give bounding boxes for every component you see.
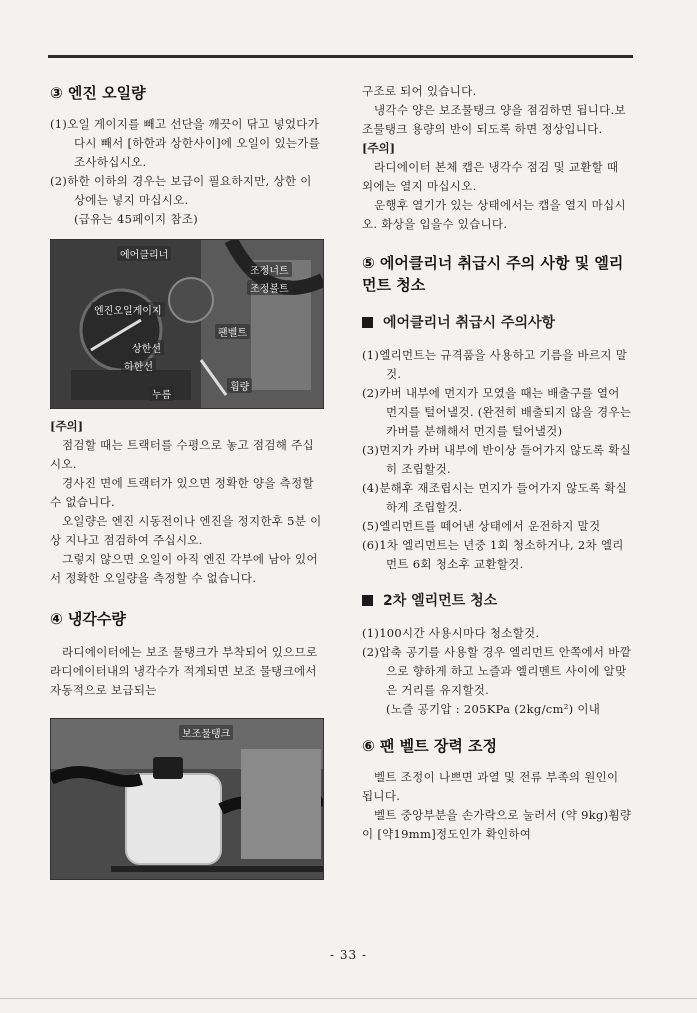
list-item: (1)오일 게이지를 빼고 선단을 깨끗이 닦고 넣었다가 다시 빼서 [하한과 상한사이]에 오일이 있는가를 조사하십시오.	[50, 117, 321, 169]
list-item: (2)압축 공기를 사용할 경우 엘리먼트 안쪽에서 바깥으로 향하게 하고 노즐과 엘리멘트 사이에 알맞은 거리를 유지할것.	[362, 645, 632, 697]
photo-label-air-cleaner: 에어클리너	[117, 246, 171, 261]
photo-label-reserve-tank: 보조물탱크	[179, 725, 233, 740]
section-heading-coolant: ④ 냉각수량	[50, 610, 126, 628]
photo-label-adjust-bolt: 조정볼트	[247, 280, 292, 295]
photo-label-deflection: 휨량	[227, 378, 252, 393]
caution-paragraph: 경사진 면에 트랙터가 있으면 정확한 양을 측정할 수 없습니다.	[50, 476, 314, 509]
list-item: (1)엘리먼트는 규격품을 사용하고 기름을 바르지 말것.	[362, 348, 628, 381]
fan-belt-paragraph: 벨트 조정이 나쁘면 과열 및 전류 부족의 원인이 됩니다.	[362, 770, 619, 803]
square-bullet-icon	[362, 595, 373, 606]
radiator-photo	[50, 718, 324, 880]
list-item: (2)카버 내부에 먼지가 모였을 때는 배출구를 열어 먼지를 털어낼것. (완전히 배출되지 않을 경우는 카버를 분해해서 먼지를 털어낼것)	[362, 386, 632, 438]
list-item: (4)분해후 재조립시는 먼지가 들어가지 않도록 확실하게 조립할것.	[362, 481, 628, 514]
caution-label: [주의]	[50, 419, 84, 433]
photo-label-adjust-nut: 조정너트	[247, 262, 292, 277]
photo-label-fan-belt: 팬벨트	[215, 324, 250, 339]
page-number: - 33 -	[329, 948, 367, 962]
section-heading-air-cleaner: ⑤ 에어클리너 취급시 주의 사항 및 엘리먼트 청소	[362, 254, 624, 294]
photo-label-press: 누름	[149, 386, 174, 401]
photo-label-upper-line: 상한선	[129, 340, 164, 355]
coolant-check-paragraph: 냉각수 양은 보조물탱크 양을 점검하면 됩니다.보조물탱크 용량의 반이 되도록 하면 정상입니다.	[362, 103, 626, 136]
square-bullet-icon	[362, 317, 373, 328]
photo-label-oil-gauge: 엔진오일게이지	[91, 302, 165, 317]
reference-note: (급유는 45페이지 참조)	[74, 212, 198, 226]
list-item: (1)100시간 사용시마다 청소할것.	[362, 626, 540, 640]
left-column	[50, 82, 322, 880]
continuation-text: 구조로 되어 있습니다.	[362, 84, 477, 98]
engine-photo	[50, 239, 324, 409]
nozzle-pressure-note: (노즐 공기압 : 205KPa (2kg/cm²) 이내	[386, 702, 601, 716]
photo-label-lower-line: 하한선	[121, 358, 156, 373]
section-heading-engine-oil: ③ 엔진 오일량	[50, 84, 146, 102]
fan-belt-paragraph: 벨트 중앙부분을 손가락으로 눌러서 (약 9kg)휨량이 [약19mm]정도인가 확인하여	[362, 808, 632, 841]
list-item: (5)엘리먼트를 떼어낸 상태에서 운전하지 말것	[362, 519, 601, 533]
caution-label: [주의]	[362, 141, 396, 155]
coolant-paragraph: 라디에이터에는 보조 물탱크가 부착되어 있으므로 라디에이터내의 냉각수가 적게되면 보조 물탱크에서 자동적으로 보급되는	[50, 645, 318, 697]
radiator-photo-graphic	[51, 719, 323, 879]
subheading-text: 2차 엘리먼트 청소	[383, 593, 498, 609]
subheading-air-cleaner-cautions	[362, 312, 632, 332]
header-rule	[48, 55, 633, 58]
caution-paragraph: 그렇지 않으면 오일이 아직 엔진 각부에 남아 있어서 정확한 오일량을 측정할 수 없습니다.	[50, 552, 318, 585]
caution-paragraph: 오일량은 엔진 시동전이나 엔진을 정지한후 5분 이상 지나고 점검하여 주십시오.	[50, 514, 322, 547]
caution-paragraph: 운행후 열기가 있는 상태에서는 캡을 열지 마십시오. 화상을 입을수 있습니다.	[362, 198, 626, 231]
section-heading-fan-belt: ⑥ 팬 벨트 장력 조정	[362, 737, 498, 755]
list-item: (6)1차 엘리먼트는 년중 1회 청소하거나, 2차 엘리먼트 6회 청소후 교환할것.	[362, 538, 624, 571]
list-item: (3)먼지가 카버 내부에 반이상 들어가지 않도록 확실히 조립할것.	[362, 443, 632, 476]
subheading-text: 에어클리너 취급시 주의사항	[383, 315, 556, 331]
right-column	[362, 82, 632, 844]
caution-paragraph: 라디에이터 본체 캡은 냉각수 점검 및 교환할 때 외에는 열지 마십시오.	[362, 160, 619, 193]
subheading-secondary-element	[362, 590, 632, 610]
caution-paragraph: 점검할 때는 트랙터를 수평으로 놓고 점검해 주십시오.	[50, 438, 314, 471]
footer-rule	[0, 998, 697, 999]
list-item: (2)하한 이하의 경우는 보급이 필요하지만, 상한 이상에는 넣지 마십시오.	[50, 174, 312, 207]
